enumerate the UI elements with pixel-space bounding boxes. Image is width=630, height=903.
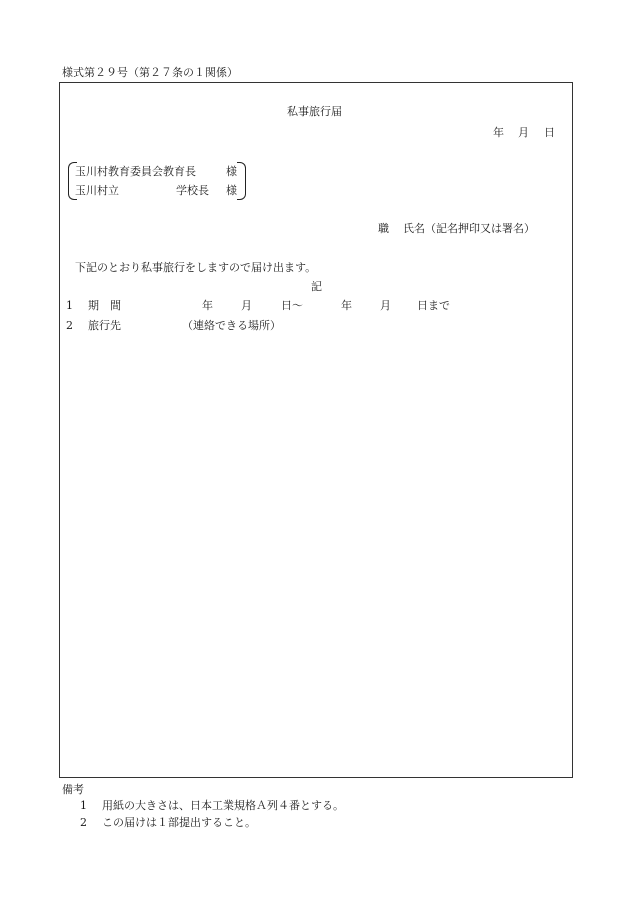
addressee-school-prefix: 玉川村立 (75, 184, 119, 197)
intro-text: 下記のとおり私事旅行をしますので届け出ます。 (75, 261, 317, 274)
item-1-number: 1 (66, 299, 73, 312)
date-year: 年 (493, 126, 504, 139)
addressee-superintendent-honorific: 様 (226, 165, 237, 178)
addressee-principal: 学校長 (176, 184, 209, 197)
form-title: 私事旅行届 (287, 105, 342, 118)
addressee-principal-honorific: 様 (226, 184, 237, 197)
form-number: 様式第２９号（第２７条の１関係） (62, 66, 238, 79)
remark-1-number: 1 (80, 799, 87, 812)
date-month: 月 (518, 126, 529, 139)
applicant-name-label: 氏名（記名押印又は署名） (403, 222, 535, 235)
addressee-superintendent: 玉川村教育委員会教育長 (75, 165, 196, 178)
item-1-from-day: 日～ (281, 299, 303, 312)
item-1-to-day: 日まで (417, 299, 450, 312)
item-2-label: 旅行先 (88, 319, 121, 332)
applicant-position: 職 (378, 222, 389, 235)
remark-2-number: 2 (80, 816, 87, 829)
remark-2-text: この届けは１部提出すること。 (102, 816, 256, 829)
item-1-from-year: 年 (202, 299, 213, 312)
addressee-bracket-right (237, 162, 246, 200)
item-1-from-month: 月 (241, 299, 252, 312)
item-2-number: 2 (66, 319, 73, 332)
date-day: 日 (544, 126, 555, 139)
remark-1-text: 用紙の大きさは、日本工業規格Ａ列４番とする。 (102, 799, 344, 812)
item-1-to-year: 年 (341, 299, 352, 312)
form-frame (59, 82, 573, 778)
remarks-title: 備考 (62, 783, 84, 796)
item-1-to-month: 月 (380, 299, 391, 312)
ki-heading: 記 (311, 280, 322, 293)
item-2-note: （連絡できる場所） (182, 319, 281, 332)
item-1-label: 期 間 (88, 299, 121, 312)
